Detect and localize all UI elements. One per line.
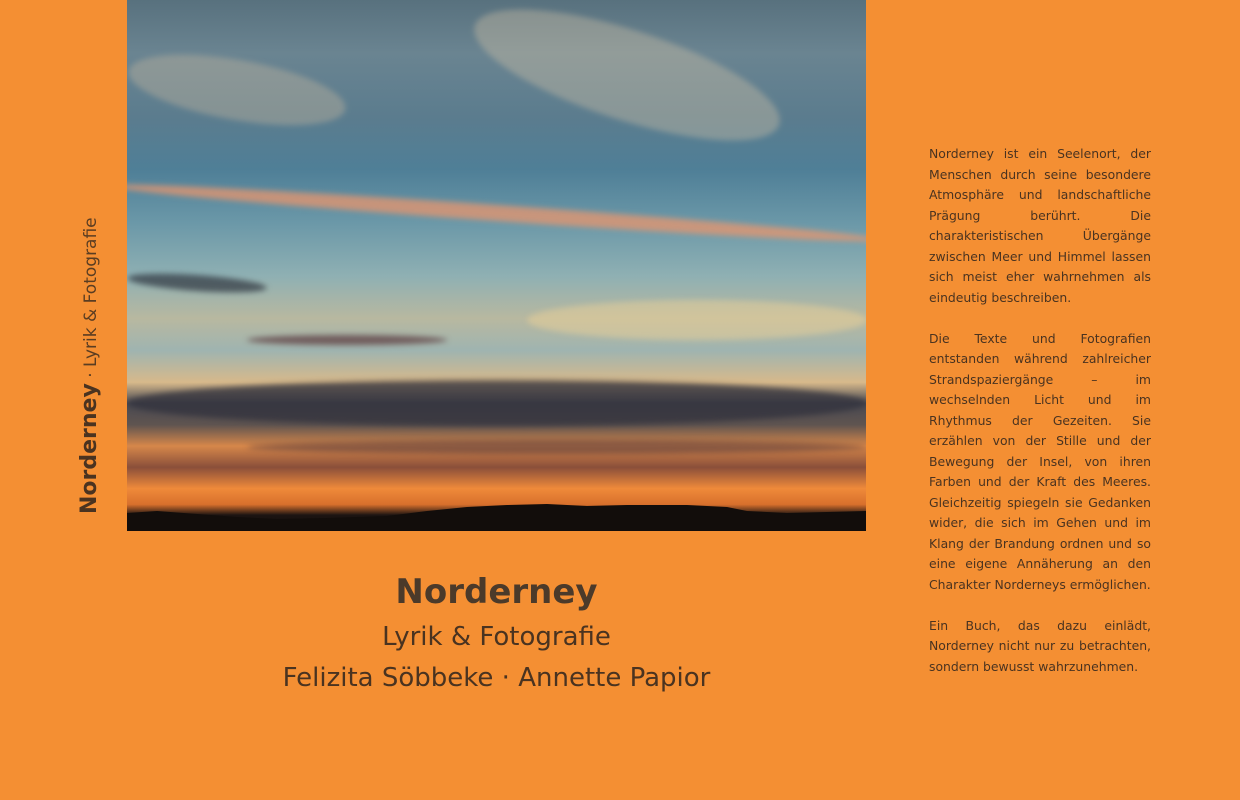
blurb-paragraph: Die Texte und Fotografien entstanden während zahlreicher Strandspaziergänge – im wechselnden Licht und im Rhythmus der Gezeiten. Sie erzählen von der Stille und der Bewegung der Insel, von ihren Farben und der Kraft des Meeres. Gleichzeitig spiegeln sie Gedanken wider, die sich im Gehen und im Klang der Brandung ordnen und so eine eigene Annäherung an den Charakter Norderneys ermöglichen. — [929, 330, 1151, 592]
cloud-streak-dark — [247, 335, 447, 345]
cloud-streak-pink — [127, 178, 866, 248]
book-title: Norderney — [395, 572, 598, 612]
cloud-wisp — [127, 41, 351, 138]
back-cover-blurb — [929, 144, 1151, 698]
book-subtitle: Lyrik & Fotografie — [382, 622, 611, 652]
cloud-glow — [527, 300, 866, 340]
cloud-wisp — [461, 0, 793, 167]
blurb-paragraph: Ein Buch, das dazu einlädt, Norderney nicht nur zu betrachten, sondern bewusst wahrzunehmen. — [929, 617, 1151, 674]
dune-silhouette — [127, 499, 866, 531]
cloud-streak-dark — [247, 440, 866, 454]
book-authors: Felizita Söbbeke · Annette Papior — [282, 663, 711, 693]
book-spine — [76, 208, 104, 514]
cloud-bank-dark — [127, 380, 866, 426]
blurb-paragraph: Norderney ist ein Seelenort, der Menschen durch seine besondere Atmosphäre und landschaftliche Prägung berührt. Die charakteristischen Übergänge zwischen Meer und Himmel lassen sich meist eher wahrnehmen als eindeutig beschreiben. — [929, 146, 1151, 305]
cloud-streak-dark — [127, 270, 267, 296]
spine-separator: · — [81, 366, 101, 384]
spine-text — [76, 208, 104, 514]
front-cover-titles — [127, 568, 866, 698]
cover-photo-sunset — [127, 0, 866, 531]
spine-subtitle: Lyrik & Fotografie — [81, 217, 101, 367]
spine-title: Norderney — [77, 383, 102, 514]
